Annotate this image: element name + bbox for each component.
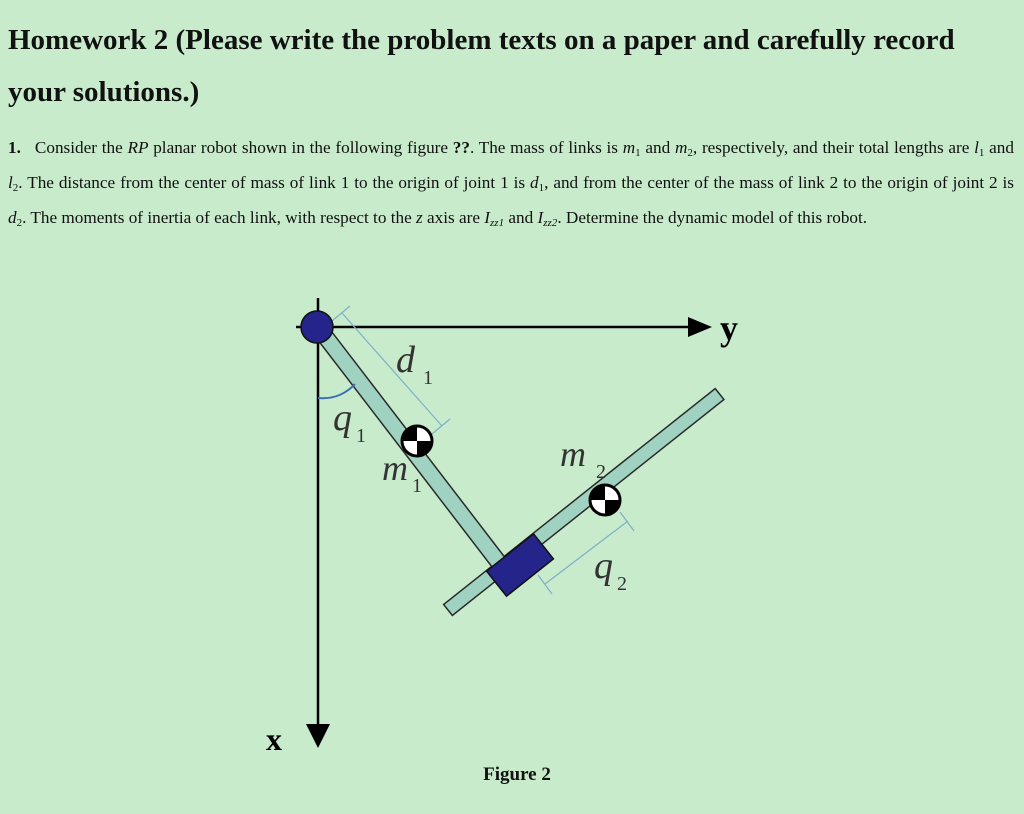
text-run: . The moments of inertia of each link, with respect to the: [22, 208, 417, 227]
y-axis-arrowhead: [688, 317, 712, 337]
text-run: . Determine the dynamic model of this robot.: [557, 208, 868, 227]
symbol-m1: m: [622, 138, 636, 157]
text-run: . The mass of links is: [469, 138, 623, 157]
symbol-l1: l: [974, 138, 979, 157]
q1-label-sub: 1: [356, 425, 366, 447]
subscript: 1: [635, 147, 641, 159]
x-axis-arrowhead: [306, 724, 330, 748]
figure-caption: Figure 2: [483, 764, 551, 785]
subscript: 2: [16, 217, 23, 229]
symbol-l2: l: [8, 173, 13, 192]
link-2: [444, 389, 724, 616]
m2-label: m: [560, 434, 586, 474]
d1-label: d: [396, 339, 415, 381]
text-run: , respectively, and their total lengths are: [692, 138, 975, 157]
subscript: 2: [12, 182, 19, 194]
symbol-m2: m: [674, 138, 688, 157]
m1-label: m: [382, 448, 408, 488]
text-run: planar robot shown in the following figure: [148, 138, 453, 157]
symbol-izz2: I: [537, 208, 544, 227]
subscript: 2: [687, 147, 693, 159]
m2-label-sub: 2: [596, 461, 606, 483]
text-run: and: [640, 138, 675, 157]
robot-type: RP: [127, 138, 149, 157]
q2-label: q: [594, 545, 613, 587]
subscript: 1: [538, 182, 545, 194]
m1-label-sub: 1: [412, 475, 422, 497]
y-axis-label: y: [720, 308, 738, 348]
text-run: axis are: [422, 208, 485, 227]
x-axis-label: x: [266, 721, 282, 757]
q2-label-sub: 2: [617, 573, 627, 595]
text-run: and: [504, 208, 538, 227]
q1-label: q: [333, 397, 352, 439]
text-run: . The distance from the center of mass of link 1 to the origin of joint 1 is: [18, 173, 531, 192]
figure-reference: ??: [452, 138, 470, 157]
subscript: zz2: [543, 217, 558, 229]
text-run: Consider the: [34, 138, 128, 157]
d1-label-sub: 1: [423, 367, 433, 389]
symbol-d2: d: [8, 208, 17, 227]
subscript: zz1: [490, 217, 505, 229]
text-run: , and from the center of the mass of link 2 to the origin of joint 2 is: [544, 173, 1014, 192]
base-joint: [301, 311, 333, 343]
problem-number: 1.: [8, 138, 21, 157]
subscript: 1: [978, 147, 985, 159]
symbol-z: z: [416, 208, 423, 227]
symbol-izz1: I: [484, 208, 491, 227]
symbol-d1: d: [530, 173, 539, 192]
center-of-mass-2-icon: [590, 485, 620, 515]
page-title: Homework 2 (Please write the problem texts on a paper and carefully record your solutions.): [8, 24, 955, 108]
text-run: and: [984, 138, 1014, 157]
